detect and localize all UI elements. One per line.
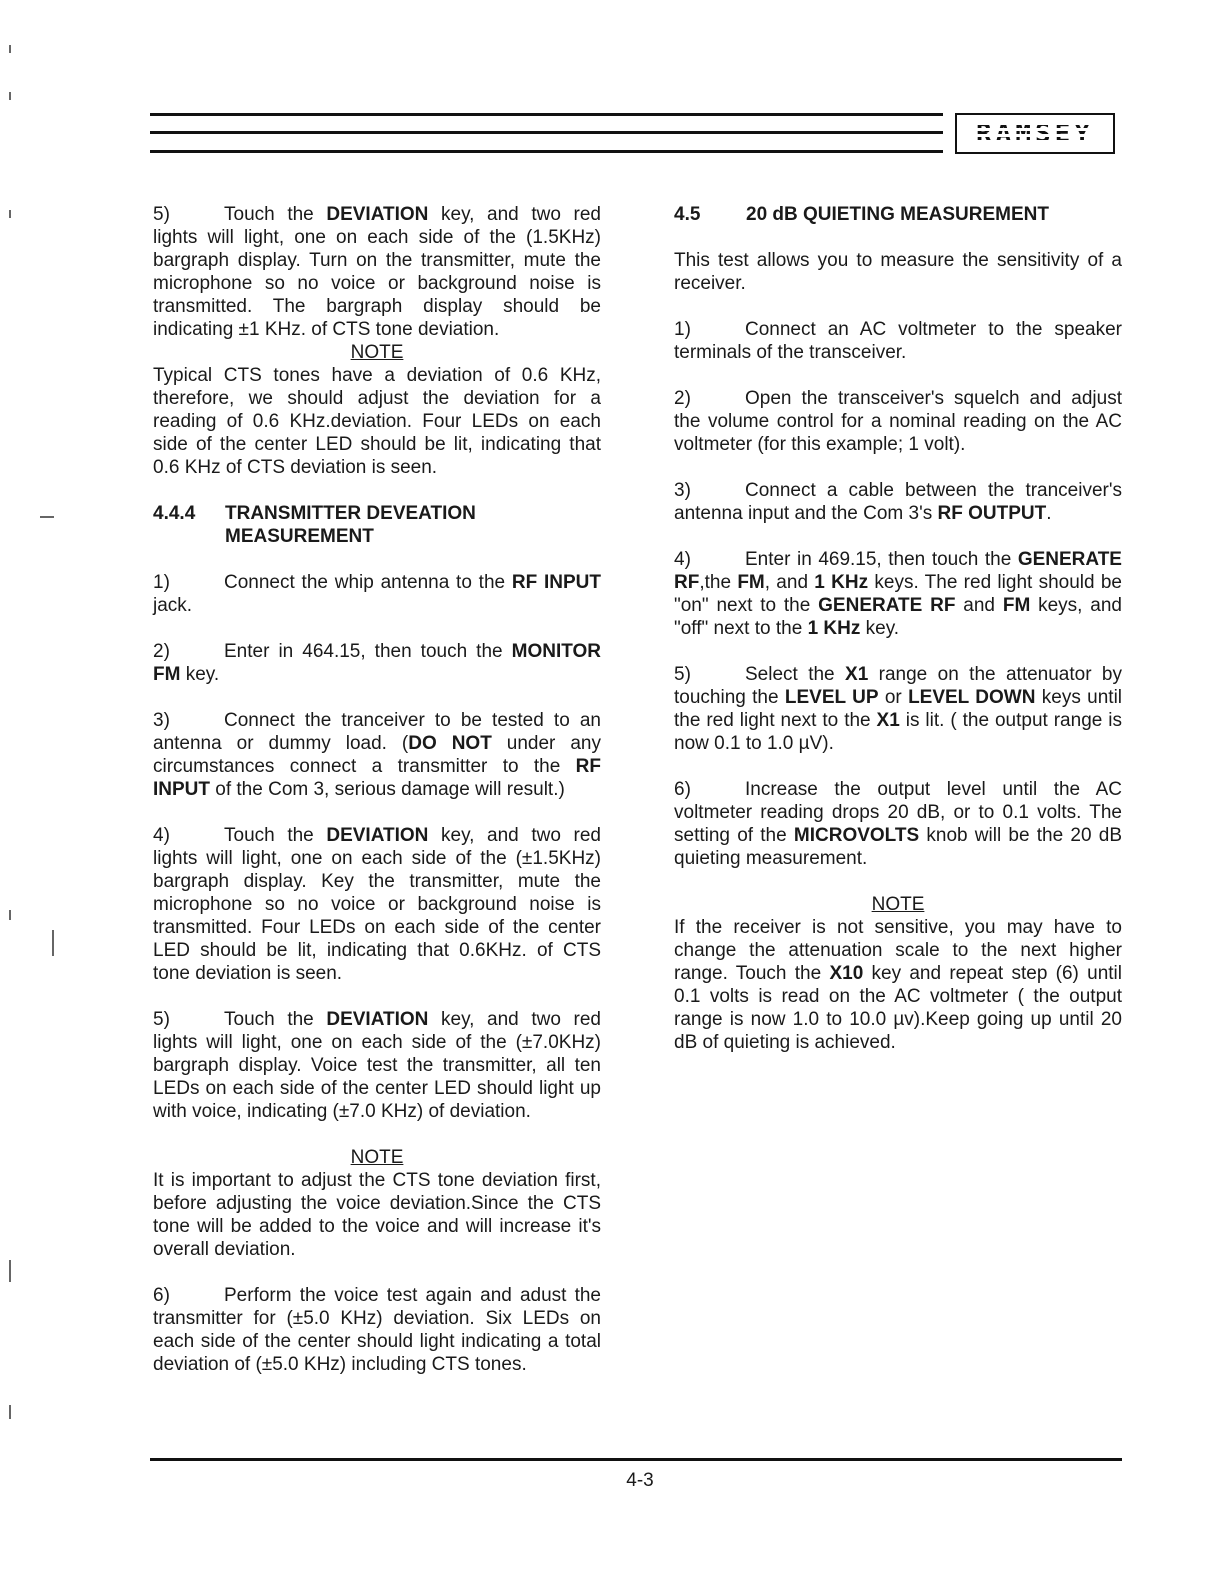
text: If the receiver is not sensitive, you may have to change the attenuation scale to the next higher range. Touch the xyxy=(674,917,1122,984)
step-number: 5) xyxy=(153,1009,170,1030)
text: of the Com 3, serious damage will result.) xyxy=(210,779,565,800)
key-label: DEVIATION xyxy=(326,1009,429,1030)
section-number: 4.5 xyxy=(674,204,701,225)
step-3 xyxy=(153,709,601,801)
section-heading-444 xyxy=(153,502,601,548)
text: range on the attenuator by touching the xyxy=(674,664,1123,708)
text: keys, and "off" next to the xyxy=(674,595,1122,639)
step-r2 xyxy=(674,387,1122,456)
scan-speck xyxy=(9,92,11,100)
text: Select the xyxy=(745,664,846,685)
left-column xyxy=(153,203,601,1399)
text: Connect an AC voltmeter to the speaker terminals of the transceiver. xyxy=(674,319,1122,363)
scan-speck xyxy=(9,910,11,920)
scan-speck xyxy=(9,1260,11,1282)
step-r5 xyxy=(674,663,1122,755)
right-column xyxy=(674,203,1122,1077)
step-r6 xyxy=(674,778,1122,870)
step-r4 xyxy=(674,548,1122,640)
text: under any circumstances connect a transmitter to the xyxy=(153,733,601,777)
step-number: 5) xyxy=(153,204,170,225)
section-number: 4.4.4 xyxy=(153,503,196,524)
section-heading-45 xyxy=(674,203,1122,226)
step-number: 3) xyxy=(674,480,691,501)
step-5-cts xyxy=(153,203,601,341)
ramsey-logo xyxy=(955,113,1115,154)
intro-text: This test allows you to measure the sensitivity of a receiver. xyxy=(674,250,1122,294)
note-text: It is important to adjust the CTS tone deviation first, before adjusting the voice deviation.Since the CTS tone will be added to the voice and will increase it's overall deviation. xyxy=(153,1170,601,1260)
key-label: RF INPUT xyxy=(511,572,601,593)
text: Touch the xyxy=(224,1009,327,1030)
key-label: X10 xyxy=(829,963,864,984)
text: . xyxy=(1046,503,1052,524)
text: or xyxy=(878,687,909,708)
text: key. xyxy=(860,618,900,639)
text: keys. The red light should be "on" next to the xyxy=(674,572,1122,616)
text: Open the transceiver's squelch and adjust the volume control for a nominal reading on the AC voltmeter (for this example; 1 volt). xyxy=(674,388,1122,455)
key-label: 1 KHz xyxy=(807,618,861,639)
step-number: 6) xyxy=(674,779,691,800)
step-2 xyxy=(153,640,601,686)
text: keys until the red light next to the xyxy=(674,687,1123,731)
text: jack. xyxy=(153,595,193,616)
logo-text: RAMSEY xyxy=(976,118,1094,149)
footer-rule xyxy=(150,1458,1122,1461)
scan-speck xyxy=(9,210,11,218)
key-label: RF OUTPUT xyxy=(937,503,1047,524)
key-label: GENERATE RF xyxy=(818,595,956,616)
key-label: GENERATE RF xyxy=(674,549,1122,593)
step-6 xyxy=(153,1284,601,1376)
note-title: NOTE xyxy=(350,342,404,363)
text: key, and two red lights will light, one on each side of the (±7.0KHz) bargraph display. Voice test the transmitter, all ten LEDs on each side of the center LED should light up with voice, indicating (±7.0 KHz) of deviation. xyxy=(153,1009,602,1122)
text: key, and two red lights will light, one on each side of the (1.5KHz) bargraph display. Turn on the transmitter, mute the microphone so no voice or background noise is transmitted. The bargraph display should be indicating ±1 KHz. of CTS tone deviation. xyxy=(153,204,602,340)
key-label: FM xyxy=(737,572,765,593)
key-label: LEVEL UP xyxy=(784,687,879,708)
step-1 xyxy=(153,571,601,617)
header-rule-top xyxy=(150,113,943,116)
text: Enter in 469.15, then touch the xyxy=(745,549,1018,570)
text: is lit. ( the output range is now 0.1 to 1.0 µV). xyxy=(674,710,1122,754)
step-number: 4) xyxy=(674,549,691,570)
page-number: 4-3 xyxy=(626,1470,654,1491)
text: key, and two red lights will light, one on each side of the (±1.5KHz) bargraph display. Key the transmitter, mute the microphone so no voice or background noise is transmitted. Four LEDs on each side of the center LED should be lit, indicating that 0.6KHz. of CTS tone deviation is seen. xyxy=(153,825,602,984)
step-number: 4) xyxy=(153,825,170,846)
text: Enter in 464.15, then touch the xyxy=(224,641,512,662)
scan-speck xyxy=(40,516,54,518)
step-number: 5) xyxy=(674,664,691,685)
text: key and repeat step (6) until 0.1 volts is read on the AC voltmeter ( the output range is now 1.0 to 10.0 µv).Keep going up until 20 dB of quieting is achieved. xyxy=(674,963,1122,1053)
text: Connect the whip antenna to the xyxy=(224,572,512,593)
note-text xyxy=(674,916,1122,1054)
step-number: 3) xyxy=(153,710,170,731)
step-number: 2) xyxy=(674,388,691,409)
key-label: MICROVOLTS xyxy=(793,825,920,846)
key-label: RF INPUT xyxy=(153,756,601,800)
text: Perform the voice test again and adust the transmitter for (±5.0 KHz) deviation. Six LEDs on each side of the center should light indicating a total deviation of (±5.0 KHz) including CTS tones. xyxy=(153,1285,601,1375)
step-4 xyxy=(153,824,601,985)
text: knob will be the 20 dB quieting measurement. xyxy=(674,825,1122,869)
step-5 xyxy=(153,1008,601,1123)
key-label: DEVIATION xyxy=(326,825,429,846)
scan-speck xyxy=(9,1405,11,1419)
text: key. xyxy=(180,664,220,685)
text: and xyxy=(955,595,1003,616)
section-title: TRANSMITTER DEVEATION MEASUREMENT xyxy=(225,503,476,547)
key-label: FM xyxy=(1002,595,1031,616)
section-title: 20 dB QUIETING MEASUREMENT xyxy=(746,204,1049,225)
step-r3 xyxy=(674,479,1122,525)
text: Touch the xyxy=(224,825,327,846)
note-title: NOTE xyxy=(871,894,925,915)
key-label: DEVIATION xyxy=(326,204,429,225)
text: ,the xyxy=(699,572,738,593)
scan-speck xyxy=(9,45,11,53)
step-number: 2) xyxy=(153,641,170,662)
text: , and xyxy=(764,572,815,593)
key-label: LEVEL DOWN xyxy=(908,687,1036,708)
text: Connect the tranceiver to be tested to an antenna or dummy load. ( xyxy=(153,710,601,754)
key-label: X1 xyxy=(876,710,900,731)
key-label: DO NOT xyxy=(408,733,492,754)
text: Increase the output level until the AC voltmeter reading drops 20 dB, or to 0.1 volts. The setting of the xyxy=(674,779,1122,846)
note-text: Typical CTS tones have a deviation of 0.6 KHz, therefore, we should adjust the deviation for a reading of 0.6 KHz.deviation. Four LEDs on each side of the center LED should be lit, indicating that 0.6 KHz of CTS deviation is seen. xyxy=(153,365,601,478)
header-rule-bottom xyxy=(150,150,943,153)
step-number: 1) xyxy=(674,319,691,340)
scan-speck xyxy=(52,930,54,956)
step-number: 1) xyxy=(153,572,170,593)
step-r1 xyxy=(674,318,1122,364)
text: Connect a cable between the tranceiver's antenna input and the Com 3's xyxy=(674,480,1122,524)
key-label: X1 xyxy=(845,664,869,685)
text: Touch the xyxy=(224,204,327,225)
note-title: NOTE xyxy=(350,1147,404,1168)
header-rule-middle xyxy=(150,131,943,134)
key-label: 1 KHz xyxy=(814,572,869,593)
step-number: 6) xyxy=(153,1285,170,1306)
key-label: MONITOR FM xyxy=(153,641,601,685)
